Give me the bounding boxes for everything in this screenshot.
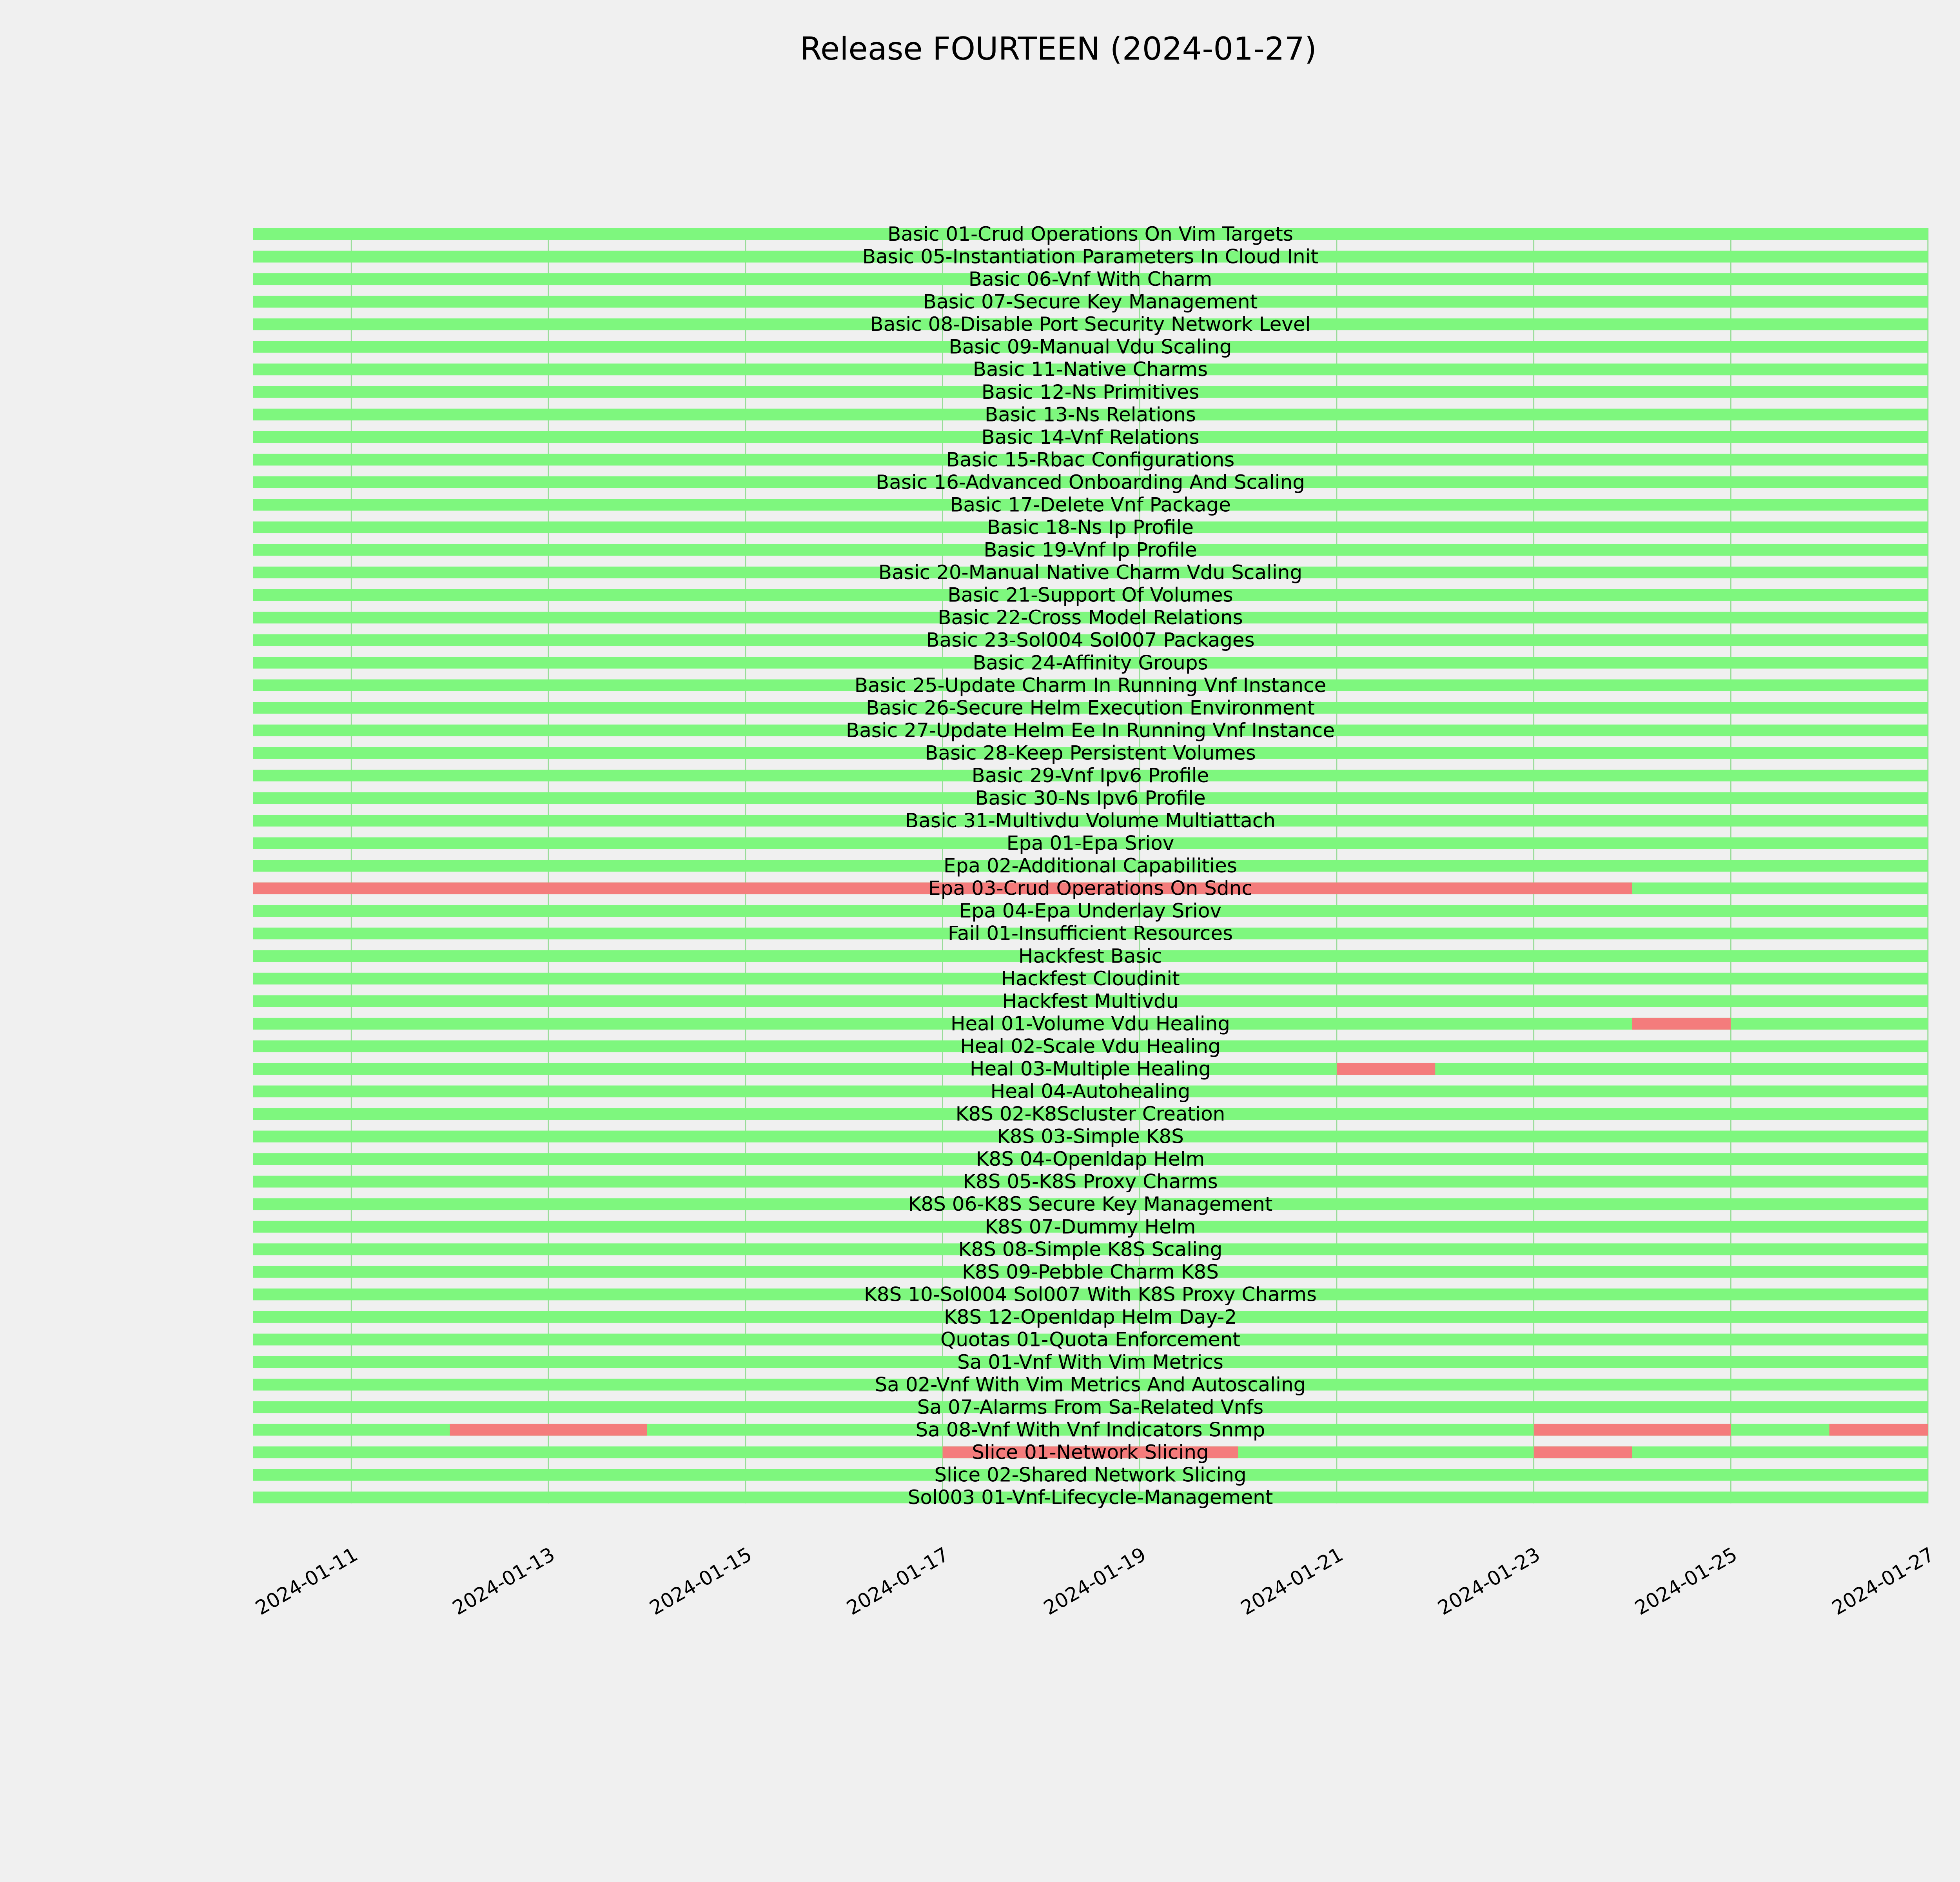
task-label: Basic 06-Vnf With Charm — [968, 268, 1212, 291]
task-label: Basic 08-Disable Port Security Network Level — [870, 313, 1311, 336]
task-label: Heal 03-Multiple Healing — [969, 1057, 1211, 1080]
task-label: Basic 28-Keep Persistent Volumes — [925, 741, 1256, 765]
task-label: Heal 01-Volume Vdu Healing — [950, 1012, 1230, 1035]
task-label: Epa 02-Additional Capabilities — [944, 854, 1237, 877]
fail-bar — [1534, 1424, 1731, 1436]
task-label: Basic 25-Update Charm In Running Vnf Instance — [854, 674, 1327, 697]
task-label: Sa 02-Vnf With Vim Metrics And Autoscaling — [875, 1373, 1306, 1396]
task-label: Basic 13-Ns Relations — [985, 403, 1196, 426]
task-label: Slice 01-Network Slicing — [972, 1441, 1209, 1464]
task-label: Sol003 01-Vnf-Lifecycle-Management — [907, 1486, 1273, 1509]
task-label: Basic 31-Multivdu Volume Multiattach — [905, 809, 1276, 832]
chart-title: Release FOURTEEN (2024-01-27) — [800, 31, 1317, 67]
x-tick-label: 2024-01-17 — [842, 1543, 953, 1620]
task-label: K8S 09-Pebble Charm K8S — [962, 1260, 1219, 1283]
x-tick-label: 2024-01-23 — [1434, 1543, 1544, 1620]
task-label: Quotas 01-Quota Enforcement — [940, 1328, 1241, 1351]
task-label: Basic 16-Advanced Onboarding And Scaling — [876, 470, 1305, 494]
task-label: K8S 08-Simple K8S Scaling — [958, 1238, 1223, 1261]
task-label: Hackfest Basic — [1018, 945, 1162, 968]
task-label: K8S 07-Dummy Helm — [985, 1215, 1196, 1238]
task-label: Basic 12-Ns Primitives — [981, 380, 1200, 403]
task-label: Basic 05-Instantiation Parameters In Cloud Init — [862, 245, 1319, 268]
task-label: K8S 06-K8S Secure Key Management — [908, 1193, 1273, 1216]
x-tick-label: 2024-01-21 — [1237, 1543, 1347, 1620]
task-label: Epa 03-Crud Operations On Sdnc — [928, 877, 1252, 900]
task-label: Basic 07-Secure Key Management — [923, 290, 1258, 313]
task-label: Basic 01-Crud Operations On Vim Targets — [887, 223, 1293, 245]
x-tick-label: 2024-01-15 — [646, 1543, 756, 1620]
task-label: Basic 26-Secure Helm Execution Environment — [866, 696, 1315, 719]
task-label: Sa 08-Vnf With Vnf Indicators Snmp — [915, 1418, 1265, 1441]
task-label: Heal 02-Scale Vdu Healing — [960, 1035, 1221, 1058]
task-label: Basic 21-Support Of Volumes — [947, 583, 1233, 607]
fail-bar — [1632, 1018, 1731, 1030]
task-label: K8S 12-Openldap Helm Day-2 — [944, 1305, 1237, 1328]
task-label: Sa 01-Vnf With Vim Metrics — [957, 1351, 1223, 1373]
x-axis-tick-labels — [252, 1543, 1938, 1620]
fail-bar — [450, 1424, 647, 1436]
task-label: K8S 05-K8S Proxy Charms — [963, 1170, 1218, 1193]
x-tick-label: 2024-01-11 — [251, 1543, 362, 1620]
task-label: K8S 03-Simple K8S — [997, 1125, 1184, 1148]
task-label: K8S 10-Sol004 Sol007 With K8S Proxy Charms — [864, 1283, 1317, 1306]
task-label: Basic 15-Rbac Configurations — [946, 448, 1235, 471]
task-label: Basic 19-Vnf Ip Profile — [984, 538, 1197, 561]
task-label: Basic 23-Sol004 Sol007 Packages — [926, 629, 1255, 652]
fail-bar — [1337, 1063, 1435, 1075]
task-label: Fail 01-Insufficient Resources — [947, 922, 1233, 945]
task-label: Basic 14-Vnf Relations — [981, 425, 1200, 449]
x-tick-label: 2024-01-27 — [1828, 1543, 1938, 1620]
task-label: Sa 07-Alarms From Sa-Related Vnfs — [917, 1396, 1264, 1419]
task-label: Basic 20-Manual Native Charm Vdu Scaling — [878, 561, 1303, 584]
task-label: Slice 02-Shared Network Slicing — [934, 1463, 1247, 1486]
task-label: Basic 17-Delete Vnf Package — [950, 493, 1231, 516]
task-label: Basic 27-Update Helm Ee In Running Vnf Instance — [846, 719, 1335, 742]
task-label: Basic 29-Vnf Ipv6 Profile — [971, 764, 1209, 787]
fail-bar — [1534, 1446, 1632, 1458]
task-label: Basic 24-Affinity Groups — [973, 651, 1208, 674]
x-tick-label: 2024-01-25 — [1631, 1543, 1741, 1620]
task-label: Basic 11-Native Charms — [973, 358, 1208, 381]
task-label: Basic 30-Ns Ipv6 Profile — [975, 787, 1206, 810]
task-label: Heal 04-Autohealing — [990, 1080, 1191, 1103]
task-label: K8S 04-Openldap Helm — [976, 1148, 1205, 1171]
task-label: Hackfest Multivdu — [1002, 990, 1179, 1013]
fail-bar — [1829, 1424, 1928, 1436]
task-label: Basic 09-Manual Vdu Scaling — [949, 335, 1232, 358]
task-label: K8S 02-K8Scluster Creation — [955, 1103, 1225, 1126]
x-tick-label: 2024-01-13 — [448, 1543, 559, 1620]
task-label: Hackfest Cloudinit — [1001, 967, 1180, 990]
task-label: Epa 01-Epa Sriov — [1006, 832, 1174, 855]
x-tick-label: 2024-01-19 — [1040, 1543, 1150, 1620]
task-label: Epa 04-Epa Underlay Sriov — [959, 899, 1222, 923]
task-label: Basic 18-Ns Ip Profile — [987, 516, 1194, 539]
task-label: Basic 22-Cross Model Relations — [938, 606, 1243, 629]
